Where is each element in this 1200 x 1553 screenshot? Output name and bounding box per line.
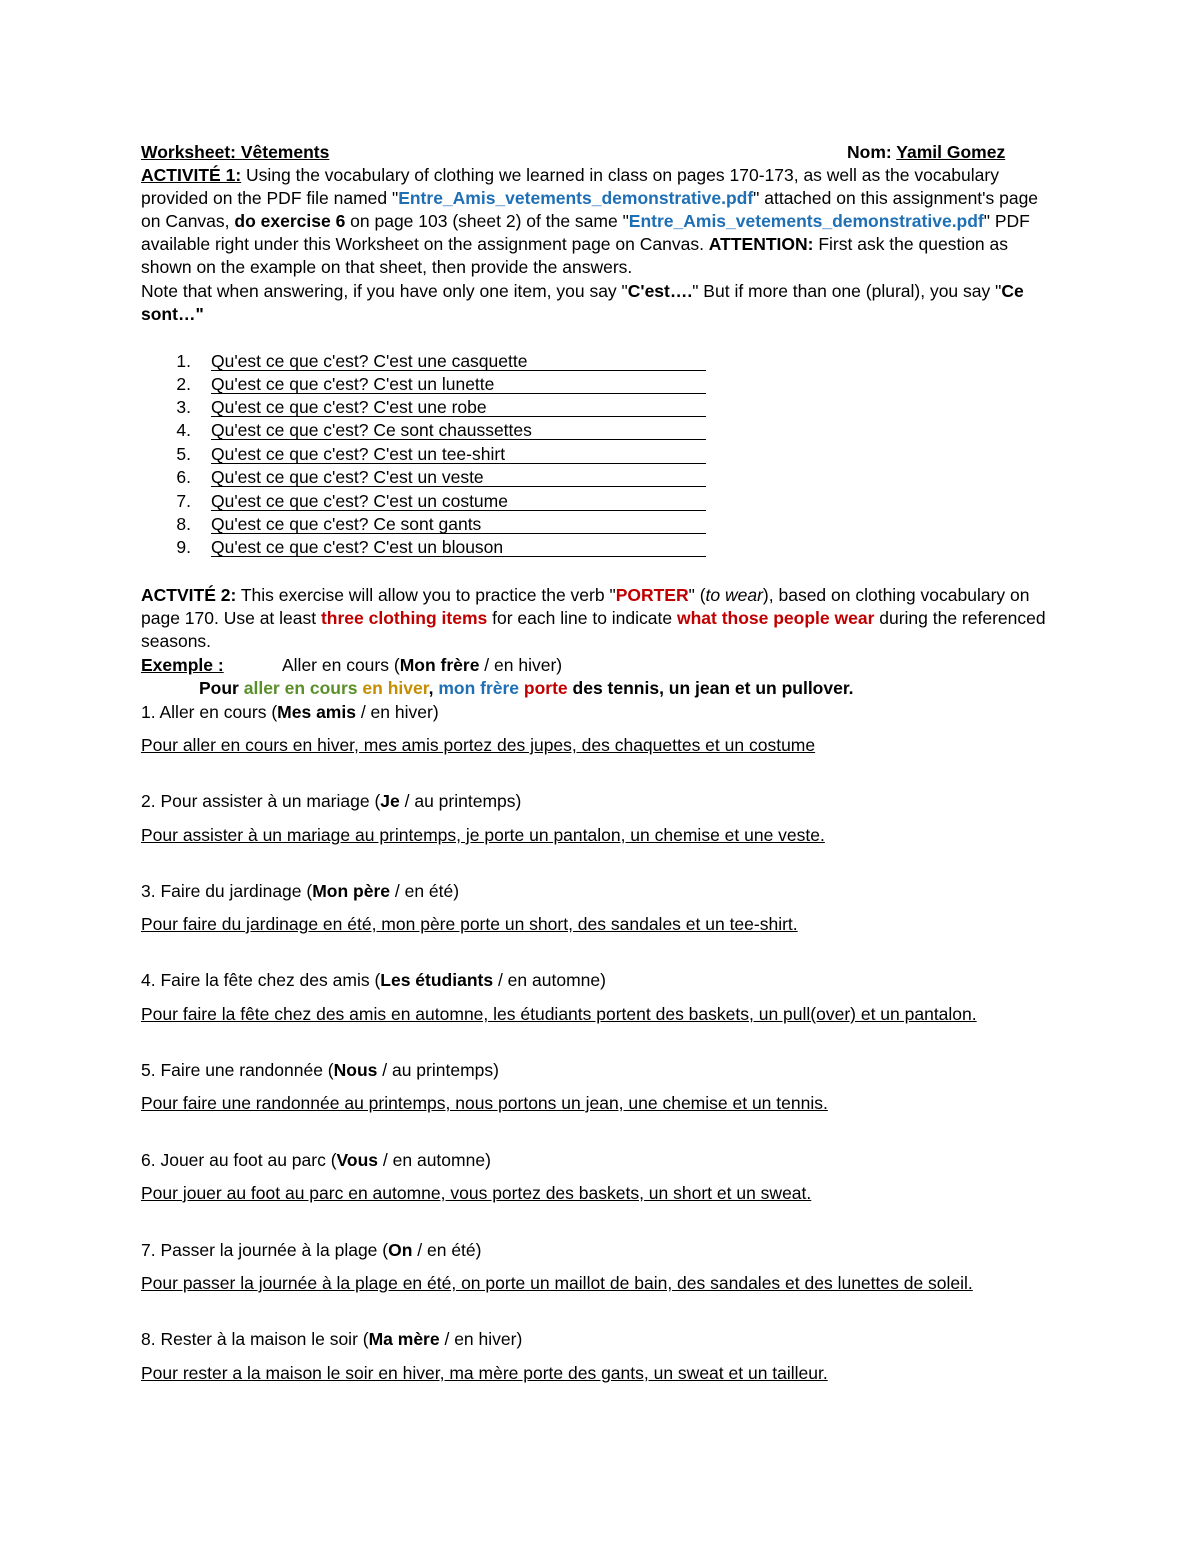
item-prompt-1: 1. Aller en cours (Mes amis / en hiver) <box>141 702 439 722</box>
worksheet-title: Worksheet: Vêtements <box>141 142 330 162</box>
name-value: Yamil Gomez <box>896 142 1006 162</box>
item-answer-7: Pour passer la journée à la plage en été, on porte un maillot de bain, des sandales et des lunettes de soleil. <box>141 1273 973 1293</box>
activity2-line3: seasons. <box>141 631 212 651</box>
item-prompt-6: 6. Jouer au foot au parc (Vous / en automne) <box>141 1150 491 1170</box>
item-answer-5: Pour faire une randonnée au printemps, nous portons un jean, une chemise et un tennis. <box>141 1093 828 1113</box>
example-sentence: Pour aller en cours en hiver, mon frère porte des tennis, un jean et un pullover. <box>199 678 854 698</box>
name-field <box>847 141 1005 163</box>
pdf-filename-1: Entre_Amis_vetements_demonstrative.pdf <box>398 188 754 208</box>
activity1-line7: sont…" <box>141 304 204 324</box>
activity2-label: ACTVITÉ 2: <box>141 585 237 605</box>
item-answer-6: Pour jouer au foot au parc en automne, vous portez des baskets, un short et un sweat. <box>141 1183 812 1203</box>
item-prompt-3: 3. Faire du jardinage (Mon père / en été) <box>141 881 460 901</box>
activity1-line5: shown on the example on that sheet, then provide the answers. <box>141 257 633 277</box>
activity1-line4: available right under this Worksheet on the assignment page on Canvas. ATTENTION: First ask the question as <box>141 234 1009 254</box>
item-answer-1: Pour aller en cours en hiver, mes amis portez des jupes, des chaquettes et un costume <box>141 735 816 755</box>
item-answer-2: Pour assister à un mariage au printemps, je porte un pantalon, un chemise et une veste. <box>141 825 825 845</box>
activity1-line3: on Canvas, do exercise 6 on page 103 (sheet 2) of the same "Entre_Amis_vetements_demonstrative.pdf" PDF <box>141 211 1030 231</box>
example-prompt: Aller en cours (Mon frère / en hiver) <box>282 655 563 675</box>
item-answer-8: Pour rester a la maison le soir en hiver, ma mère porte des gants, un sweat et un tailleur. <box>141 1363 828 1383</box>
activity2-line1: ACTVITÉ 2: This exercise will allow you to practice the verb "PORTER" (to wear), based on clothing vocabulary on <box>141 585 1030 605</box>
item-prompt-4: 4. Faire la fête chez des amis (Les étudiants / en automne) <box>141 970 606 990</box>
activity2-line2: page 170. Use at least three clothing items for each line to indicate what those people wear during the referenced <box>141 608 1046 628</box>
activity1-line2: provided on the PDF file named "Entre_Amis_vetements_demonstrative.pdf" attached on this assignment's page <box>141 188 1039 208</box>
activity1-line1: ACTIVITÉ 1: Using the vocabulary of clothing we learned in class on pages 170-173, as well as the vocabulary <box>141 165 999 185</box>
name-label: Nom: <box>847 142 892 162</box>
pdf-filename-2: Entre_Amis_vetements_demonstrative.pdf <box>628 211 984 231</box>
item-prompt-7: 7. Passer la journée à la plage (On / en été) <box>141 1240 482 1260</box>
activity1-line6: Note that when answering, if you have only one item, you say "C'est…." But if more than one (plural), you say "Ce <box>141 281 1024 301</box>
item-prompt-5: 5. Faire une randonnée (Nous / au printemps) <box>141 1060 499 1080</box>
item-answer-3: Pour faire du jardinage en été, mon père porte un short, des sandales et un tee-shirt. <box>141 914 798 934</box>
item-answer-4: Pour faire la fête chez des amis en automne, les étudiants portent des baskets, un pull(over) et un pantalon. <box>141 1004 977 1024</box>
item-prompt-2: 2. Pour assister à un mariage (Je / au printemps) <box>141 791 522 811</box>
activity1-label: ACTIVITÉ 1: <box>141 165 242 185</box>
item-prompt-8: 8. Rester à la maison le soir (Ma mère / en hiver) <box>141 1329 523 1349</box>
example-label: Exemple : <box>141 655 224 675</box>
